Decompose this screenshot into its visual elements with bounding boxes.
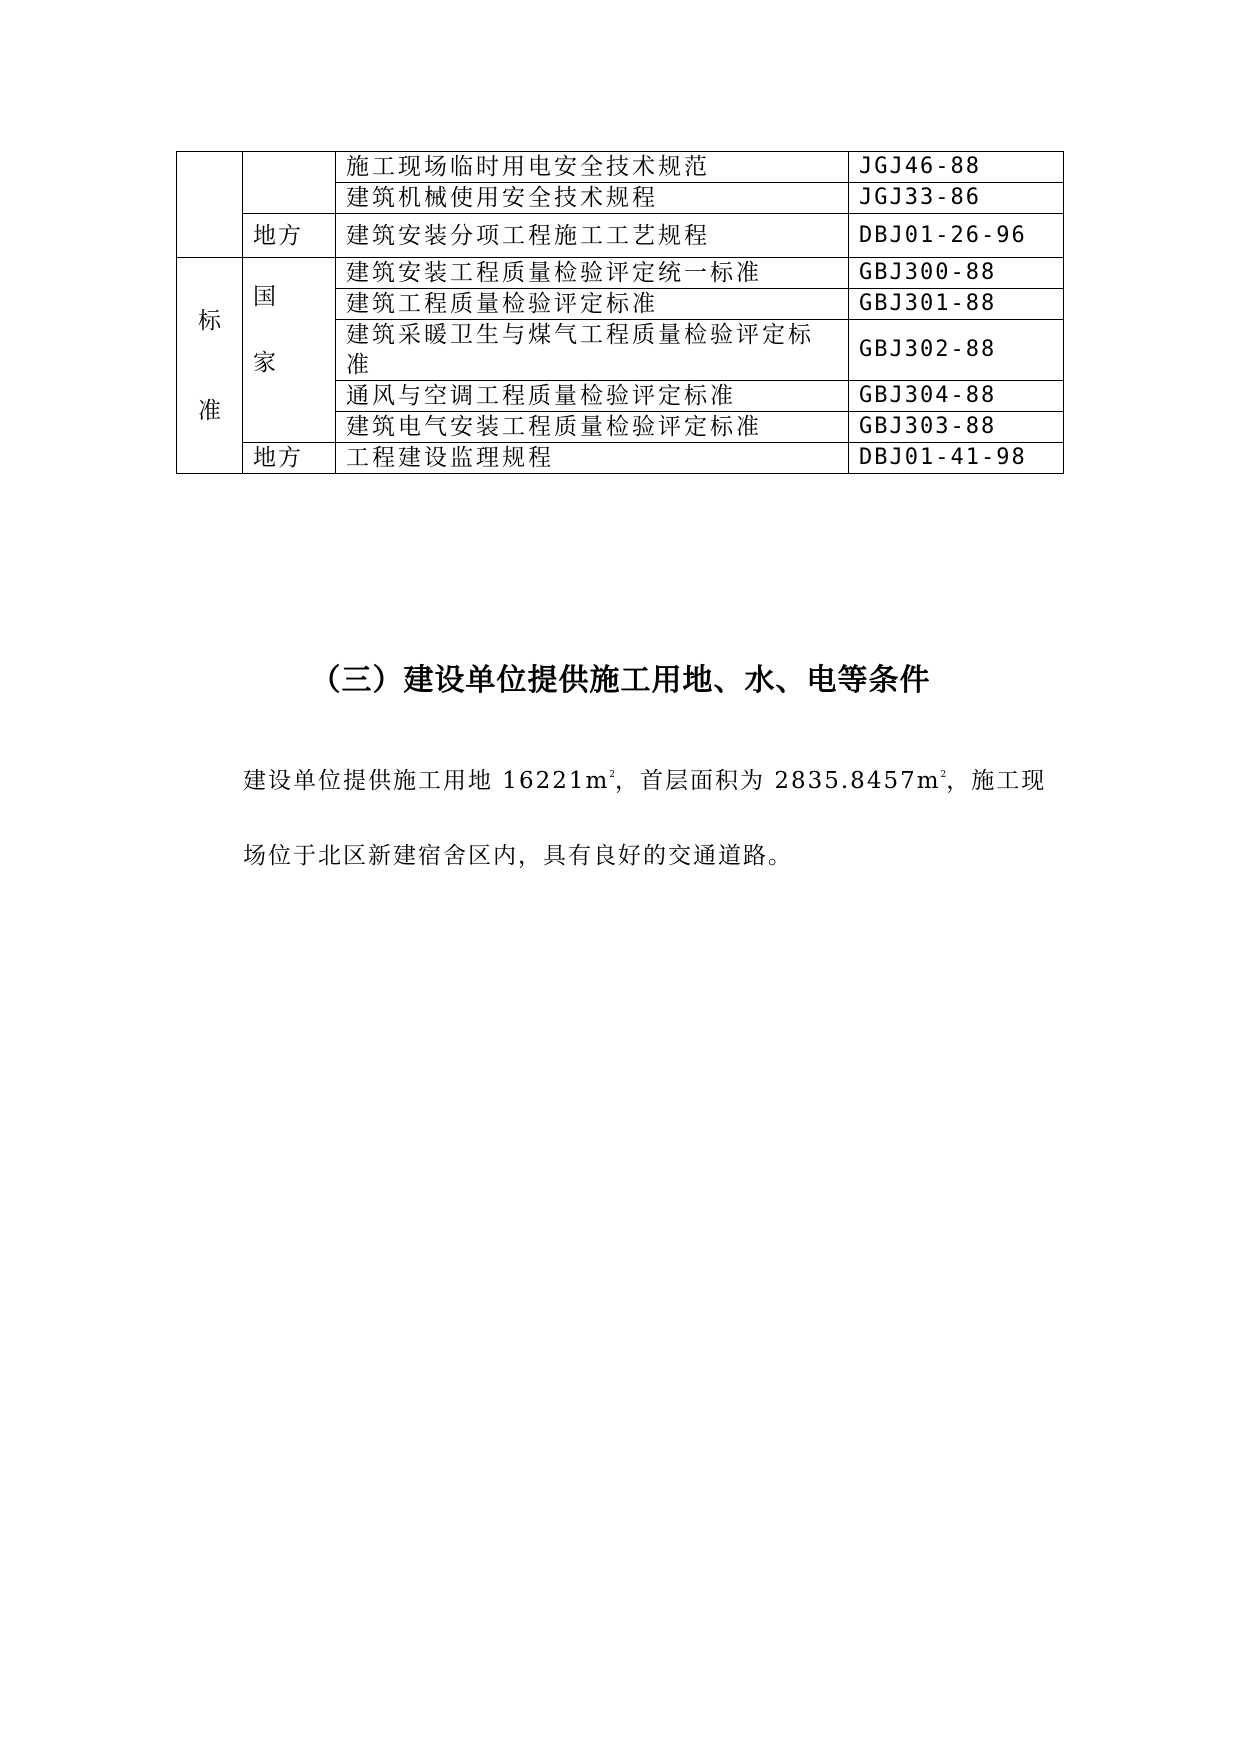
table-row: [177, 152, 1064, 183]
category-char: 准: [198, 397, 221, 424]
standard-name: 建筑采暖卫生与煤气工程质量检验评定标准: [336, 320, 849, 381]
superscript-unit: 2: [609, 770, 616, 780]
standard-code: JGJ33-86: [849, 183, 1064, 214]
standard-code: GBJ301-88: [849, 289, 1064, 320]
standard-code: JGJ46-88: [849, 152, 1064, 183]
standard-code: GBJ303-88: [849, 412, 1064, 443]
standard-name: 工程建设监理规程: [336, 443, 849, 474]
scope-cell-local: 地方: [243, 214, 336, 258]
section-paragraph: [243, 738, 1063, 894]
standard-name: 建筑工程质量检验评定标准: [336, 289, 849, 320]
scope-char: 家: [253, 350, 278, 376]
standard-name: 建筑机械使用安全技术规程: [336, 183, 849, 214]
paragraph-text: ，首层面积为 2835.8457m: [615, 768, 941, 794]
category-cell-continued: [177, 152, 243, 258]
section-heading: （三）建设单位提供施工用地、水、电等条件: [310, 663, 931, 698]
paragraph-text: 建设单位提供施工用地 16221m: [243, 768, 610, 794]
table-row: [177, 443, 1064, 474]
standard-name: 施工现场临时用电安全技术规范: [336, 152, 849, 183]
standard-code: DBJ01-41-98: [849, 443, 1064, 474]
table-row: [177, 214, 1064, 258]
standard-code: GBJ302-88: [849, 320, 1064, 381]
paragraph-text: ，施工现场位于北区新建宿舍区内，具有良好的交通道路。: [243, 768, 1047, 869]
table-row: [177, 258, 1064, 289]
scope-cell-local: 地方: [243, 443, 336, 474]
standard-name: 建筑安装工程质量检验评定统一标准: [336, 258, 849, 289]
standard-code: GBJ300-88: [849, 258, 1064, 289]
standard-name: 通风与空调工程质量检验评定标准: [336, 381, 849, 412]
category-cell-standard: [177, 258, 243, 474]
standard-name: 建筑安装分项工程施工工艺规程: [336, 214, 849, 258]
scope-cell-continued: [243, 152, 336, 214]
standard-code: DBJ01-26-96: [849, 214, 1064, 258]
scope-cell-national: [243, 258, 336, 443]
superscript-unit: 2: [940, 770, 947, 780]
standard-code: GBJ304-88: [849, 381, 1064, 412]
scope-char: 国: [253, 284, 278, 310]
category-char: 标: [198, 307, 221, 334]
standard-name: 建筑电气安装工程质量检验评定标准: [336, 412, 849, 443]
standards-table: [176, 151, 1064, 474]
